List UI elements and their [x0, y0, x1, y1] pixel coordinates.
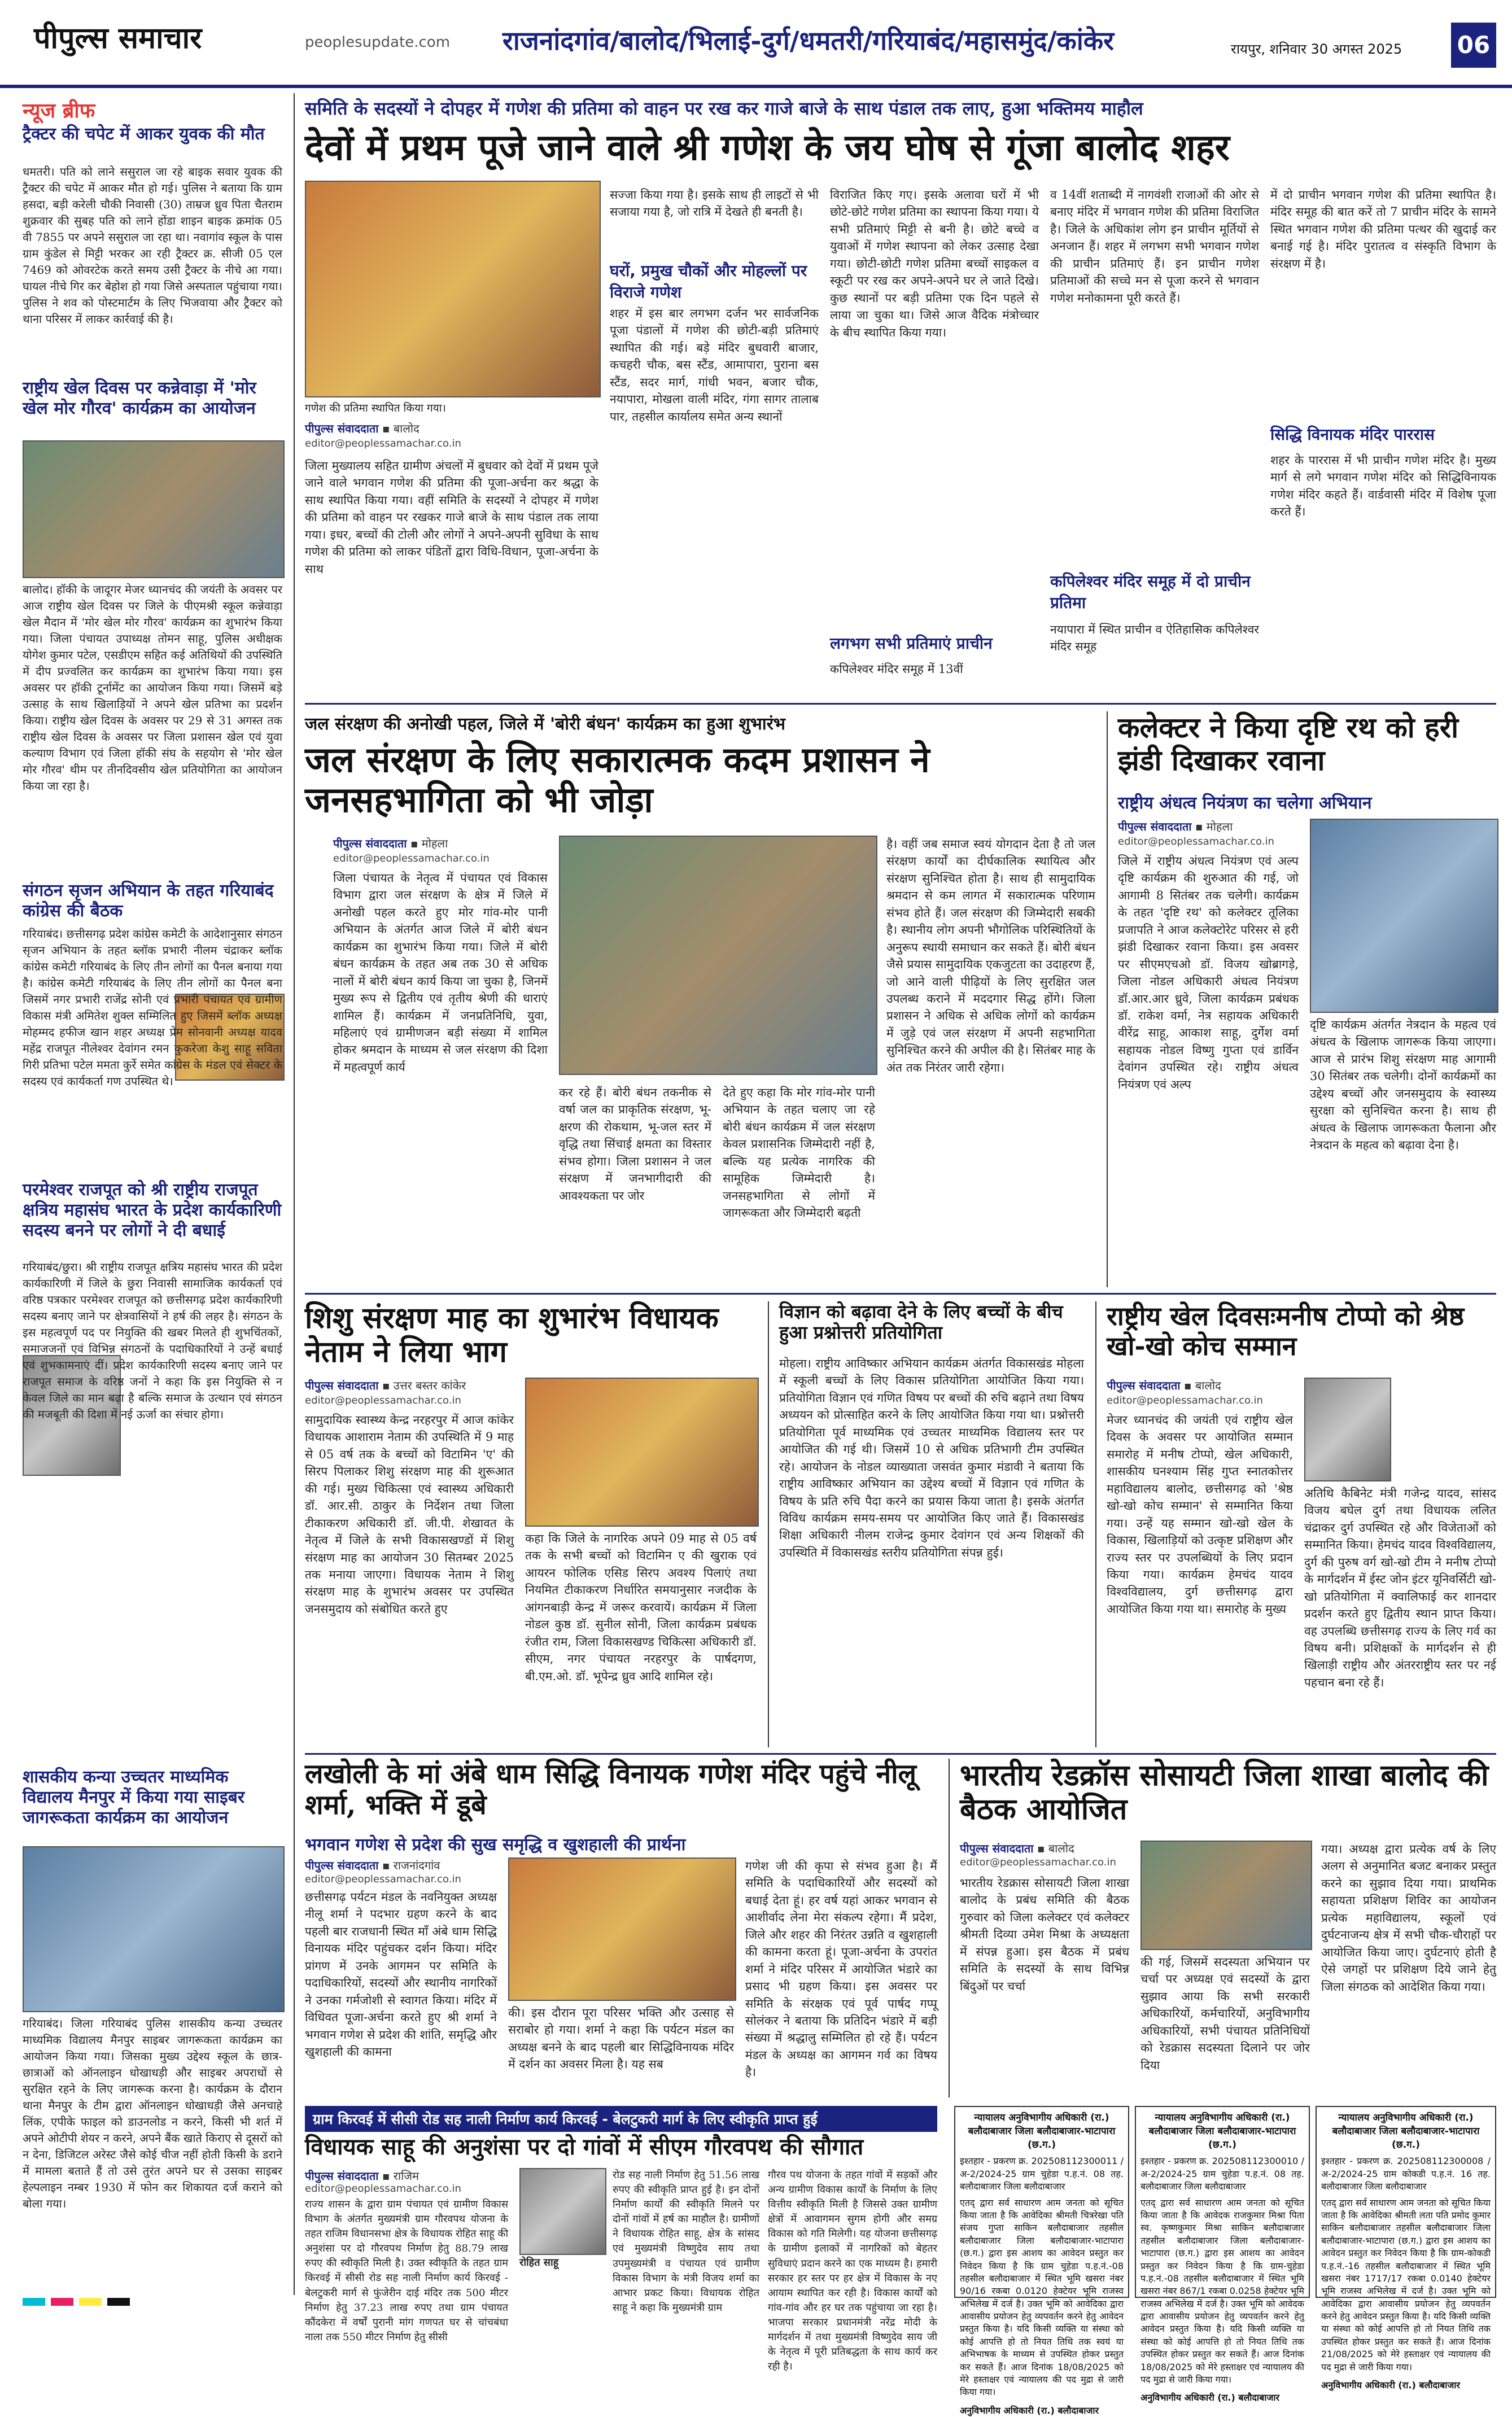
collector-byline: पीपुल्स संवाददाता ▪ मोहला: [1118, 820, 1233, 833]
notice-ref: इश्तहार - प्रकरण क्र. 202508112300010 / अ-2/2024-25 ग्राम चुहेडा प.ह.नं. 08 तह. बलौदाबाजार जिला बलौदाबाजार: [1140, 2156, 1304, 2192]
registration-mark: [51, 2298, 73, 2306]
lead-col-3b: कपिलेश्वर मंदिर समूह में 13वीं: [830, 662, 963, 676]
lakholi-subhead: भगवान गणेश से प्रदेश की सुख समृद्धि व खुशहाली की प्रार्थना: [305, 1835, 686, 1855]
lead-col-2b: शहर में इस बार लगभग दर्जन भर सार्वजनिक पूजा पंडालों में गणेश की छोटी-बड़ी प्रतिमाएं स्थापित की गई। बड़े मंदिर बुधवारी बाजार, कचहरी चौक, बस स्टैंड, आमापारा, पुराना बस स्टैंड, सदर मार्ग, गांधी भवन, बजार चौक, नयापारा, मोखला वाली मंदिर, गंगा सागर तालाब पार, तहसील कार्यालय समेत अन्य स्थानों: [610, 307, 819, 423]
news-brief-title: न्यूज ब्रीफ: [23, 99, 95, 123]
lakholi-headline: लखोली के मां अंबे धाम सिद्धि विनायक गणेश मंदिर पहुंचे नीलू शर्मा, भक्ति में डूबे: [305, 1758, 917, 1821]
notice-title: न्यायालय अनुविभागीय अधिकारी (रा.) बलौदाबाजार जिला बलौदाबाजार-भाटापारा (छ.ग.): [1332, 2112, 1480, 2151]
lead-subhead-3: लगभग सभी प्रतिमाएं प्राचीन: [830, 634, 993, 653]
notice-body: एतद् द्वारा सर्व साधारण आम जनता को सूचित किया जाता है कि आवेदिका श्रीमती चित्ररेखा पति संजय गुप्ता साकिन बलौदाबाजार तहसील बलौदाबाजार जिला बलौदाबाजार-भाटापारा (छ.ग.) द्वारा इस आशय का आवेदन प्रस्तुत कर निवेदन किया है कि ग्राम चुहेडा प.ह.नं.-08 तहसील बलौदाबाजार में स्थित भूमि खसरा नंबर 90/16 रकबा 0.0120 हेक्टेयर भूमि राजस्व अभिलेख में दर्ज है। उक्त भूमि को आवेदिका द्वारा आवासीय प्रयोजन हेतु व्यपवर्तन करने हेतु आवेदन प्रस्तुत किया है। यदि किसी व्यक्ति या संस्था को कोई आपत्ति हो तो नियत तिथि तक स्वयं या अभिभाषक के माध्यम से उपस्थित होकर प्रस्तुत कर सकते हैं। आज दिनांक 18/08/2025 को मेरे हस्ताक्षर एवं न्यायालय की पद मुद्रा से जारी किया गया।: [960, 2197, 1124, 2398]
collector-col-2: दृष्टि कार्यक्रम अंतर्गत नेत्रदान के महत्व एवं अंधत्व के खिलाफ जागरूक किया जाएगा। आज से प्रारंभ शिशु संरक्षण माह आगामी 30 सितंबर तक चलेगी। दोनों कार्यक्रमों का उद्देश्य बच्चों और जनसमुदाय के स्वास्थ्य सुरक्षा को सुनिश्चित करना है। साथ ही अंधत्व के खिलाफ जागरूकता फैलाना और नेत्रदान के महत्व को बढ़ावा देना है।: [1310, 1018, 1496, 1152]
notice-ref: इश्तहार - प्रकरण क्र. 202508112300008 / अ-2/2024-25 ग्राम कोकडी प.ह.नं. 16 तह. बलौदाबाजार जिला बलौदाबाजार: [1321, 2156, 1491, 2192]
legal-notice-1: [954, 2106, 1129, 2416]
sahu-col-1: राज्य शासन के द्वारा ग्राम पंचायत एवं ग्रामीण विकास विभाग के अंतर्गत मुख्यमंत्री ग्राम गौरवपथ योजना के तहत राजिम विधानसभा क्षेत्र के विधायक रोहित साहू की अनुशंसा पर दो गौरवपथ निर्माण हेतु 88.79 लाख रुपए की स्वीकृति मिली है। उक्त स्वीकृति के तहत ग्राम किरवई में सीसी रोड सह नाली निर्माण कार्य किरवई - बेलटुकरी मार्ग से फुंजेरीन दाई मंदिर तक 500 मीटर निर्माण हेतु 37.23 लाख रुपए तथा ग्राम पंचायत कौंदकेरा में वर्षों पुरानी मांग गणपत घर से चांचबंधा नाला तक 550 मीटर निर्माण हेतु सीसी: [305, 2199, 508, 2343]
ganesh-idol-photo: [305, 181, 601, 397]
lead-byline: पीपुल्स संवाददाता ▪ बालोद: [305, 422, 419, 435]
sahu-byline: पीपुल्स संवाददाता ▪ राजिम: [305, 2169, 419, 2183]
notice-sign: अनुविभागीय अधिकारी (रा.) बलौदाबाजार: [1321, 2380, 1461, 2391]
bori-bandhan-photo: [559, 836, 877, 1075]
notice-sign: अनुविभागीय अधिकारी (रा.) बलौदाबाजार: [1140, 2392, 1280, 2403]
column-divider: [294, 93, 295, 2295]
water-headline: जल संरक्षण के लिए सकारात्मक कदम प्रशासन ने जनसहभागिता को भी जोड़ा: [305, 739, 930, 821]
sahu-col-2: रोड सह नाली निर्माण हेतु 51.56 लाख रुपए की स्वीकृति प्राप्त हुई है। इन दोनों निर्माण कार्यों की स्वीकृति मिलने पर दोनों गांवों में हर्ष का माहौल है। ग्रामीणों ने विधायक रोहित साहू, क्षेत्र के सांसद एवं मुख्यमंत्री विष्णुदेव साय तथा उपमुख्यमंत्री व पंचायत एवं ग्रामीण विकास विभाग के मंत्री विजय शर्मा का आभार प्रकट किया। विधायक रोहित साहू ने कहा कि मुख्यमंत्री ग्राम: [613, 2169, 759, 2314]
notice-sign: अनुविभागीय अधिकारी (रा.) बलौदाबाजार: [960, 2405, 1099, 2416]
shishu-byline: पीपुल्स संवाददाता ▪ उत्तर बस्तर कांकेर: [305, 1379, 466, 1392]
collector-col-1: जिले में राष्ट्रीय अंधत्व नियंत्रण एवं अल्प दृष्टि कार्यक्रम की शुरुआत की गई, जो आगामी 8 सितंबर तक चलेगी। कार्यक्रम के तहत 'दृष्टि रथ' को कलेक्टर तूलिका प्रजापति ने आज कलेक्टोरेट परिसर से हरी झंडी दिखाकर रवाना किया। इस अवसर पर सीएमएचओ डॉ. विजय खोब्रागड़े, जिला नोडल अधिकारी अंधत्व नियंत्रण डॉ.आर.आर ध्रुवे, जिला कार्यक्रम प्रबंधक डॉ. राकेश वर्मा, नेत्र सहायक अधिकारी वीरेंद्र साहू, आकाश साहू, दुर्गेश वर्मा सहायक नोडल विष्णु गुप्ता एवं डार्विन देवांगन उपस्थित रहे। राष्ट्रीय अंधत्व नियंत्रण एवं अल्प: [1118, 854, 1299, 1091]
sahu-email: editor@peoplessamachar.co.in: [305, 2183, 461, 2195]
redcross-meeting-photo: [1140, 1841, 1312, 1950]
shishu-col-1: सामुदायिक स्वास्थ्य केन्द्र नरहरपुर में आज कांकेर विधायक आशाराम नेताम की उपस्थिति में 9 माह से 05 वर्ष तक के बच्चों को विटामिन 'ए' की सिरप पिलाकर शिशु संरक्षण माह की शुरूआत की गई। मुख्य चिकित्सा एवं स्वास्थ्य अधिकारी डॉ. आर.सी. ठाकुर के निर्देशन तथा जिला टीकाकरण अधिकारी डॉ. जी.पी. शेखावत के नेतृत्व में जिले के सभी विकासखण्डों में शिशु संरक्षण माह का आयोजन 30 सितम्बर 2025 तक मनाया जाएगा। विधायक नेताम ने शिशु संरक्षण माह के शुभारंभ अवसर पर उपस्थित जनसमुदाय को संबोधित करते हुए: [305, 1413, 514, 1616]
water-col-1: जिला पंचायत के नेतृत्व में पंचायत एवं विकास विभाग द्वारा जल संरक्षण के क्षेत्र में जिले में अनोखी पहल करते हुए मोर गांव-मोर पानी अभियान के अंतर्गत आज जिले में बोरी बंधन कार्यक्रम का शुभारंभ किया गया। जिले में बोरी बंधन कार्यक्रम के तहत अब तक 30 से अधिक नालों में बोरी बंधन कार्य किया जा चुका है, जिनमें मुख्य रूप से द्वितीय एवं तृतीय श्रेणी की धाराएं शामिल हैं। कार्यक्रम में जनप्रतिनिधि, युवा, महिलाएं एवं ग्रामीणजन बड़ी संख्या में शामिल होकर श्रमदान के माध्यम से जल संरक्षण की दिशा में महत्वपूर्ण कार्य: [333, 871, 548, 1074]
dateline: रायपुर, शनिवार 30 अगस्त 2025: [1231, 41, 1402, 57]
notice-body: एतद् द्वारा सर्व साधारण आम जनता को सूचित किया जाता है कि आवेदक राजकुमार मिश्रा पिता स्व. कृष्णकुमार मिश्रा साकिन बलौदाबाजार तहसील बलौदाबाजार जिला बलौदाबाजार-भाटापारा (छ.ग.) द्वारा इस आशय का आवेदन प्रस्तुत कर निवेदन किया है कि ग्राम-चुहेडा प.ह.नं.-08 तहसील बलौदाबाजार में स्थित भूमि खसरा नंबर 867/1 रकबा 0.0258 हेक्टेयर भूमि राजस्व अभिलेख में दर्ज है। उक्त भूमि को आवेदक द्वारा आवासीय प्रयोजन हेतु व्यपवर्तन करने हेतु आवेदन प्रस्तुत किया है। यदि किसी व्यक्ति या संस्था को कोई आपत्ति हो तो नियत तिथि तक उपस्थित होकर प्रस्तुत कर सकते हैं। आज दिनांक 18/08/2025 को मेरे हस्ताक्षर एवं न्यायालय की पद मुद्रा से जारी किया गया।: [1140, 2197, 1304, 2385]
lead-subhead-4: कपिलेश्वर मंदिर समूह में दो प्राचीन प्रतिमा: [1050, 572, 1251, 612]
lead-headline: देवों में प्रथम पूजे जाने वाले श्री गणेश के जय घोष से गूंजा बालोद शहर: [305, 126, 1230, 169]
shishu-event-photo: [525, 1378, 759, 1527]
lead-col-5: में दो प्राचीन भगवान गणेश की प्रतिमा स्थापित है। मंदिर समूह की बात करें तो 7 प्राचीन मंदिर के सामने स्थित भगवान गणेश की प्रतिमा पत्थर की खुदाई कर बनाई गई है। मंदिर पुरातत्व व संस्कृति विभाग के संरक्षण में है।: [1270, 188, 1496, 270]
registration-mark: [23, 2298, 45, 2306]
roadworks-banner: ग्राम किरवई में सीसी रोड सह नाली निर्माण कार्य किरवई - बेलटुकरी मार्ग के लिए स्वीकृति प्राप्त हुई: [305, 2106, 937, 2132]
website-link[interactable]: peoplesupdate.com: [305, 34, 451, 51]
brief-body-4: गरियाबंद/छुरा। श्री राष्ट्रीय राजपूत क्षत्रिय महासंघ भारत की प्रदेश कार्यकारिणी में जिले के छुरा निवासी सामाजिक कार्यकर्ता एवं वरिष्ठ पत्रकार परमेश्वर राजपूत को छत्तीसगढ़ प्रदेश कार्यकारिणी सदस्य बनाए जाने पर क्षेत्रवासियों ने हर्ष की लहर है। संगठन के इस महत्वपूर्ण पद पर नियुक्ति की खबर मिलते ही शुभचिंतकों, समाजजनों एवं विभिन्न संगठनों के पदाधिकारियों ने उन्हें बधाई एवं शुभकामनाएं दीं। प्रदेश कार्यकारिणी सदस्य बनाए जाने पर राजपूत समाज के वरिष्ठ जनों ने कहा कि इस नियुक्ति से न केवल जिले का मान बढ़ा है बल्कि समाज के उत्थान एवं संगठन की मजबूती की दिशा में नई ऊर्जा का संचार होगा।: [23, 1260, 282, 1421]
redcross-col-3: गया। अध्यक्ष द्वारा प्रत्येक वर्ष के लिए अलग से अनुमानित बजट बनाकर प्रस्तुत करने का सुझाव दिया गया। प्राथमिक सहायता प्रशिक्षण शिविर का आयोजन प्रत्येक महाविद्यालय, स्कूलों एवं दुर्घटनाजन्य क्षेत्र में सभी चौक-चौराहों पर आयोजित किया जाए। दुर्घटनाएं होती है ऐसे जगहों पर प्रशिक्षण दिये जाने हेतु जिला संगठक को आदेशित किया गया।: [1321, 1842, 1496, 1994]
notice-title: न्यायालय अनुविभागीय अधिकारी (रा.) बलौदाबाजार जिला बलौदाबाजार-भाटापारा (छ.ग.): [1148, 2112, 1296, 2151]
water-email: editor@peoplessamachar.co.in: [333, 853, 490, 864]
cyber-awareness-photo: [23, 1846, 285, 2012]
collector-subhead: राष्ट्रीय अंधत्व नियंत्रण का चलेगा अभियान: [1118, 793, 1372, 813]
redcross-col-1: भारतीय रेडक्रास सोसायटी जिला शाखा बालोद के प्रबंध समिति की बैठक गुरुवार को जिला कलेक्टर एवं कलेक्टर श्रीमती दिव्या उमेश मिश्रा के अध्यक्षता में संपन्न हुआ। इस बैठक में प्रबंध समिति के सदस्यों के साथ विभिन्न बिंदुओं पर चर्चा: [960, 1876, 1129, 1993]
brief-headline-3: संगठन सृजन अभियान के तहत गरियाबंद कांग्रेस की बैठक: [23, 881, 274, 921]
collector-email: editor@peoplessamachar.co.in: [1118, 836, 1274, 847]
collector-headline: कलेक्टर ने किया दृष्टि रथ को हरी झंडी दिखाकर रवाना: [1118, 711, 1459, 777]
rohit-sahu-photo: [519, 2168, 606, 2255]
section-rule: [305, 703, 1496, 705]
lakholi-col-1: छत्तीसगढ़ पर्यटन मंडल के नवनियुक्त अध्यक्ष नीलू शर्मा ने पदभार ग्रहण करने के बाद पहली बार राजधानी स्थित माँ अंबे धाम सिद्धि विनायक मंदिर पहुंचकर दर्शन किया। मंदिर प्रांगण में उनके आगमन पर समिति के पदाधिकारियों, सदस्यों और स्थानीय नागरिकों ने उनका गर्मजोशी से स्वागत किया। मंदिर में विधिवत पूजा-अर्चना करते हुए श्री शर्मा ने भगवान गणेश से प्रदेश की शांति, समृद्धि और खुशहाली की कामना: [305, 1890, 497, 2058]
lead-col-2: सज्जा किया गया है। इसके साथ ही लाइटों से भी सजाया गया है, जो रात्रि में देखते ही बनती है।: [610, 188, 819, 219]
drishti-rath-photo: [1310, 819, 1498, 1013]
lead-col-4: व 14वीं शताब्दी में नागवंशी राजाओं की ओर से बनाए मंदिर में भगवान गणेश की प्रतिमा विराजित है। जिले के अधिकांश लोग इन प्राचीन मूर्तियों से अनजान हैं। शहर में लगभग सभी भगवान गणेश की प्राचीन प्रतिमाएं हैं। इन प्राचीन गणेश प्रतिमाओं की सच्चे मन से पूजा करने से भगवान गणेश मनोकामना पूरी करते हैं।: [1050, 188, 1259, 305]
khel-email: editor@peoplessamachar.co.in: [1107, 1395, 1263, 1406]
page-number: 06: [1451, 23, 1496, 68]
lead-col-4b: नयापारा में स्थित प्राचीन व ऐतिहासिक कपिलेश्वर मंदिर समूह: [1050, 623, 1259, 654]
vigyan-headline: विज्ञान को बढ़ावा देने के लिए बच्चों के बीच हुआ प्रश्नोत्तरी प्रतियोगिता: [779, 1301, 1063, 1343]
lead-col-5b: शहर के पाररास में भी प्राचीन गणेश मंदिर है। मुख्य मार्ग से लगे भगवान गणेश मंदिर को सिद्धिविनायक गणेश मंदिर कहते हैं। वार्डवासी मंदिर में विशेष पूजा करते हैं।: [1270, 453, 1496, 519]
khel-col-1: मेजर ध्यानचंद की जयंती एवं राष्ट्रीय खेल दिवस के अवसर पर आयोजित सम्मान समारोह में मनीष टोप्पो, खेल अधिकारी, शासकीय घनश्याम सिंह गुप्त स्नातकोत्तर महाविद्यालय बालोद, छत्तीसगढ़ को 'श्रेष्ठ खो-खो कोच सम्मान' से सम्मानित किया गया। उन्हें यह सम्मान खो-खो खेल के विकास, खिलाड़ियों को उत्कृष्ट प्रशिक्षण और राज्य स्तर पर उपलब्धियों के लिए प्रदान किया गया। कार्यक्रम हेमचंद यादव विश्वविद्यालय, दुर्ग छत्तीसगढ़ द्वारा आयोजित किया गया था। समारोह के मुख्य: [1107, 1413, 1293, 1616]
sahu-headline: विधायक साहू की अनुशंसा पर दो गांवों में सीएम गौरवपथ की सौगात: [305, 2134, 864, 2160]
notice-ref: इश्तहार - प्रकरण क्र. 202508112300011 / अ-2/2024-25 ग्राम चुहेडा प.ह.नं. 08 तह. बलौदाबाजार जिला बलौदाबाजार: [960, 2156, 1124, 2192]
brief-body-5: गरियाबंद। जिला गरियाबंद पुलिस शासकीय कन्या उच्चतर माध्यमिक विद्यालय मैनपुर साइबर जागरूकता कार्यक्रम का आयोजन किया गया। जिसका मुख्य उद्देश्य स्कूल के छात्र-छात्राओं को ऑनलाइन धोखाधड़ी और साइबर अपराधों से सुरक्षित रहने के लिए जागरूक करना है। कार्यक्रम के दौरान थाना मैनपुर के टीम द्वारा ऑनलाइन धोखाधड़ी जैसे अनचाहे लिंक, एपीके फाइल को डाउनलोड न करने, किसी भी शर्त में अपने ओटीपी शेयर न करने, अपने बैंक खाते किराए से दूसरों को न देना, डिजिटल अरेस्ट जैसे कोई चीज नहीं होती किसी के डराने में मामला बताते हैं तो उसे तुरंत अपने घर से उसका साइबर हेल्पलाइन नम्बर 1930 में फोन कर शिकायत दर्ज कराने को बोला गया।: [23, 2017, 282, 2210]
lakholi-email: editor@peoplessamachar.co.in: [305, 1873, 461, 1885]
lakholi-temple-photo: [508, 1857, 736, 2001]
lead-kicker: समिति के सदस्यों ने दोपहर में गणेश की प्रतिमा को वाहन पर रख कर गाजे बाजे के साथ पंडाल तक लाए, हुआ भक्तिमय माहौल: [305, 98, 1143, 119]
lead-col-1: जिला मुख्यालय सहित ग्रामीण अंचलों में बुधवार को देवों में प्रथम पूजे जाने वाले भगवान गणेश की प्रतिमा की पूजा-अर्चना कर श्रद्धा के साथ स्थापित किया गया। वहीं समिति के सदस्यों ने दोपहर में गणेश की प्रतिमा को वाहन पर रखकर गाजे बाजे के साथ पंडाल तक लाया गया। इधर, बच्चों की टोली और लोगों ने अपने-अपनी सुविधा के साथ गणेश की प्रतिमा को लाकर पंडितों द्वारा विधि-विधान, पूजा-अर्चना के साथ: [305, 459, 598, 576]
section-rule: [305, 1753, 1496, 1755]
redcross-byline: पीपुल्स संवाददाता ▪ बालोद: [960, 1842, 1074, 1855]
legal-notice-2: [1135, 2106, 1310, 2403]
water-byline: पीपुल्स संवाददाता ▪ मोहला: [333, 837, 448, 850]
water-col-2: कर रहे हैं। बोरी बंधन तकनीक से वर्षा जल का प्राकृतिक संरक्षण, भू-क्षरण की रोकथाम, भू-जल स्तर में वृद्धि तथा सिंचाई क्षमता का विस्तार संभव होगा। जिला प्रशासन ने जल संरक्षण में जनभागीदारी की आवश्यकता पर जोर: [559, 1086, 711, 1203]
newspaper-logo: पीपुल्स समाचार: [34, 21, 202, 55]
edition-cities: राजनांदगांव/बालोद/भिलाई-दुर्ग/धमतरी/गरियाबंद/महासमुंद/कांकेर: [502, 25, 1114, 56]
brief-headline-1: ट्रैक्टर की चपेट में आकर युवक की मौत: [23, 124, 265, 144]
redcross-headline: भारतीय रेडक्रॉस सोसायटी जिला शाखा बालोद की बैठक आयोजित: [960, 1758, 1489, 1826]
water-col-3: देते हुए कहा कि मोर गांव-मोर पानी अभियान के तहत चलाए जा रहे बोरी बंधन कार्यक्रम में जल संरक्षण केवल प्रशासनिक जिम्मेदारी नहीं है, बल्कि यह प्रत्येक नागरिक की सामूहिक जिम्मेदारी है। जनसहभागिता से लोगों में जागरूकता और जिम्मेदारी बढ़ती: [723, 1086, 875, 1220]
khel-byline: पीपुल्स संवाददाता ▪ बालोद: [1107, 1379, 1221, 1392]
brief-body-2: बालोद। हॉकी के जादूगर मेजर ध्यानचंद की जयंती के अवसर पर आज राष्ट्रीय खेल दिवस पर जिले के पीएमश्री स्कूल कन्नेवाड़ा खेल मैदान में 'मोर खेल मोर गौरव' कार्यक्रम का शुभारंभ किया गया। जिला पंचायत उपाध्यक्ष तोमन साहू, पुलिस अधीक्षक योगेश कुमार पटेल, एसडीएम सहित कई अतिथियों की उपस्थिति में दीप प्रज्वलित कर कार्यक्रम का शुभारंभ किया गया। इस अवसर पर हॉकी टूर्नामेंट का आयोजन किया गया। जिसमें बड़े उत्साह के साथ खिलाड़ियों ने अपने खेल प्रतिभा का प्रदर्शन किया। राष्ट्रीय खेल दिवस के अवसर पर 29 से 31 अगस्त तक राष्ट्रीय खेल दिवस के अवसर पर जिला प्रशासन खेल एवं युवा कल्याण विभाग एवं जिला हॉकी संघ के सहयोग से 'मोर खेल मोर गौरव' थीम पर तीनदिवसीय खेल प्रतियोगिता का आयोजन किया जा रहा है।: [23, 583, 282, 793]
lead-subhead-5: सिद्धि विनायक मंदिर पाररास: [1270, 425, 1435, 444]
lead-email: editor@peoplessamachar.co.in: [305, 438, 461, 449]
column-divider: [949, 1759, 950, 2097]
lead-photo-caption: गणेश की प्रतिमा स्थापित किया गया।: [305, 402, 446, 414]
redcross-email: editor@peoplessamachar.co.in: [960, 1856, 1116, 1868]
notice-body: एतद् द्वारा सर्व साधारण आम जनता को सूचित किया जाता है कि आवेदिका श्रीमती लता पति प्रमोद कुमार साकिन बलौदाबाजार तहसील बलौदाबाजार जिला बलौदाबाजार-भाटापारा (छ.ग.) द्वारा इस आशय का आवेदन प्रस्तुत कर निवेदन किया है कि ग्राम-कोकडी प.ह.नं.-16 तहसील बलौदाबाजार में स्थित भूमि खसरा नंबर 1717/17 रकबा 0.0140 हेक्टेयर भूमि राजस्व अभिलेख में दर्ज है। उक्त भूमि को आवेदिका द्वारा आवासीय प्रयोजन हेतु व्यपवर्तन करने हेतु आवेदन प्रस्तुत किया है। यदि किसी व्यक्ति या संस्था को कोई आपत्ति हो तो नियत तिथि तक उपस्थित होकर प्रस्तुत कर सकते हैं। आज दिनांक 21/08/2025 को मेरे हस्ताक्षर एवं न्यायालय की पद मुद्रा से जारी किया गया।: [1321, 2197, 1491, 2372]
khel-col-2: अतिथि कैबिनेट मंत्री गजेन्द्र यादव, सांसद विजय बघेल दुर्ग तथा विधायक ललित चंद्राकर दुर्ग उपस्थित रहे और विजेताओं को सम्मानित किया। हेमचंद यादव विश्वविद्यालय, दुर्ग की पुरुष वर्ग खो-खो टीम ने मनीष टोप्पो के मार्गदर्शन में ईस्ट जोन इंटर यूनिवर्सिटी खो-खो प्रतियोगिता में क्वालिफाई कर शानदार प्रदर्शन करते हुए द्वितीय स्थान प्राप्त किया। वह उपलब्धि छत्तीसगढ़ राज्य के लिए गर्व का विषय बनी। प्रशिक्षकों के मार्गदर्शन से ही खिलाड़ी राष्ट्रीय और अंतरराष्ट्रीय स्तर पर नई पहचान बना रहे हैं।: [1304, 1487, 1496, 1689]
shishu-headline: शिशु संरक्षण माह का शुभारंभ विधायक नेताम ने लिया भाग: [305, 1301, 719, 1369]
lead-col-3: विराजित किए गए। इसके अलावा घरों में भी छोटे-छोटे गणेश प्रतिमा का स्थापना किया गया। ये सभी प्रतिमाएं मिट्टी से बनी है। छोटे बच्चे व युवाओं में गणेश स्थापना को लेकर उत्साह देखा गया। छोटी-छोटी गणेश प्रतिमा बच्चों साइकल व स्कूटी पर रख कर अपने-अपने घर ले जाते दिखे। कुछ स्थानों पर बड़ी प्रतिमा एक दिन पहले से लाया जा चुका था। जिसे आज वैदिक मंत्रोच्चार के बीच स्थापित किया गया।: [830, 188, 1039, 339]
registration-mark: [107, 2298, 130, 2306]
lakholi-col-3: गणेश जी की कृपा से संभव हुआ है। मैं समिति के पदाधिकारियों और सदस्यों को बधाई देता हूं। हर वर्ष यहां आकर भगवान से आशीर्वाद लेना मेरा संकल्प रहेगा। मैं प्रदेश, जिले और शहर की निरंतर उन्नति व खुशहाली की कामना करता हूं। पूजा-अर्चना के उपरांत शर्मा ने मंदिर परिसर में आयोजित भंडारे का प्रसाद भी ग्रहण किया। इस अवसर पर समिति के संरक्षक एवं पूर्व पार्षद गप्पू सोलंकर ने बताया कि प्रतिदिन भंडारे में बड़ी संख्या में श्रद्धालु सम्मिलित हो रहे हैं। पर्यटन मंडल के अध्यक्ष का आगमन गर्व का विषय है।: [745, 1859, 937, 2079]
lead-subhead-2: घरों, प्रमुख चौकों और मोहल्लों पर विराजे गणेश: [610, 261, 807, 301]
khel-headline: राष्ट्रीय खेल दिवसःमनीष टोप्पो को श्रेष्ठ खो-खो कोच सम्मान: [1107, 1301, 1465, 1361]
lakholi-byline: पीपुल्स संवाददाता ▪ राजनांदगांव: [305, 1859, 440, 1872]
legal-notice-3: [1316, 2106, 1496, 2391]
notice-title: न्यायालय अनुविभागीय अधिकारी (रा.) बलौदाबाजार जिला बलौदाबाजार-भाटापारा (छ.ग.): [968, 2112, 1116, 2151]
shishu-col-2: कहा कि जिले के नागरिक अपने 09 माह से 05 वर्ष तक के सभी बच्चों को विटामिन ए की खुराक एवं आयरन फोलिक एसिड सिरप अवश्य पिलाएं तथा नियमित टीकाकरण निर्धारित समयानुसार नजदीक के आंगनबाड़ी केन्द्र में जरूर करवायें। कार्यक्रम में जिला नोडल कुष्ठ डॉ. सुनील सोनी, जिला कार्यक्रम प्रबंधक रंजीत राम, जिला विकासखण्ड चिकित्सा अधिकारी डॉ. सीएम, नगर पंचायत नरहरपुर के पार्षदगण, बी.एम.ओ. डॉ. भूपेन्द्र ध्रुव आदि शामिल रहे।: [525, 1532, 757, 1683]
column-divider: [1095, 1301, 1096, 1747]
registration-mark: [79, 2298, 102, 2306]
water-col-4: है। वहीं जब समाज स्वयं योगदान देता है तो जल संरक्षण कार्यों का दीर्घकालिक स्थायित्व और संरक्षण सुनिश्चित होता है। साथ ही सामुदायिक श्रमदान से कम लागत में सकारात्मक परिणाम संभव होते हैं। जल संरक्षण की जिम्मेदारी सबकी है। स्थानीय लोग अपनी भौगोलिक परिस्थितियों के अनुरूप स्थायी समाधान कर सकते हैं। बोरी बंधन जैसे प्रयास सामुदायिक एकजुटता का उदाहरण हैं, जो आने वाली पीढ़ियों के लिए सुरक्षित जल उपलब्ध कराने में मददगार सिद्ध होंगे। जिला प्रशासन ने अधिक से अधिक लोगों को कार्यक्रम में जुड़े एवं जल संरक्षण में अपनी सहभागिता सुनिश्चित करने की अपील की है। सितंबर माह के अंत तक निरंतर जारी रहेगा।: [886, 837, 1095, 1074]
lakholi-col-2: की। इस दौरान पूरा परिसर भक्ति और उत्साह से सराबोर हो गया। शर्मा ने कहा कि पर्यटन मंडल का अध्यक्ष बनने के बाद पहली बार सिद्धिविनायक मंदिर में दर्शन का अवसर मिला है। यह सब: [508, 2006, 734, 2071]
brief-body-3: गरियाबंद। छत्तीसगढ़ प्रदेश कांग्रेस कमेटी के आदेशानुसार संगठन सृजन अभियान के तहत ब्लॉक प्रभारी नीलम चंद्राकर ब्लॉक कांग्रेस कमेटी गरियाबंद के लिए तीन लोगों का पैनल बनाया गया है। कांग्रेस कमेटी गरियाबंद के लिए तीन लोगों का पैनल बना जिसमें नगर प्रभारी राजेंद्र सोनी एवं प्रभारी पंचायत एवं ग्रामीण विकास मंत्री अमितेश शुक्ल सम्मिलित हुए जिसमें ब्लॉक अध्यक्ष मोहम्मद हफीज खान शहर अध्यक्ष प्रेम सोनवानी अध्यक्ष यादव महेंद्र राजपूत नीलेश्वर देवांगन रमन कुकरेजा केशु साहू सविता गिरी प्रतिभा पटेल ममता कुर्रे समेत कांग्रेस के मंडल एवं सेक्टर के सदस्य एवं कार्यकर्ता गण उपस्थित थे।: [23, 927, 282, 1088]
column-divider: [1107, 711, 1108, 1287]
brief-headline-2: राष्ट्रीय खेल दिवस पर कन्नेवाड़ा में 'मोर खेल मोर गौरव' कार्यक्रम का आयोजन: [23, 378, 256, 418]
redcross-col-2: की गई, जिसमें सदस्यता अभियान पर चर्चा पर अध्यक्ष एवं सदस्यों के द्वारा सुझाव आया कि सभी सरकारी अधिकारियों, कर्मचारियों, अनुविभागीय अधिकारियों, सभी पंचायत प्रतिनिधियों को रेडक्रास सदस्यता दिलाने पर जोर दिया: [1140, 1955, 1310, 2072]
hockey-team-photo: [23, 440, 285, 578]
brief-headline-5: शासकीय कन्या उच्चतर माध्यमिक विद्यालय मैनपुर में किया गया साइबर जागरूकता कार्यक्रम का आयोजन: [23, 1767, 245, 1828]
shishu-email: editor@peoplessamachar.co.in: [305, 1395, 461, 1406]
column-divider: [768, 1301, 769, 1747]
masthead: [0, 0, 1512, 88]
brief-body-1: धमतरी। पति को लाने ससुराल जा रहे बाइक सवार युवक की ट्रैक्टर की चपेट में आकर मौत हो गई। पुलिस ने बताया कि ग्राम हसदा, बड़ी करेली चौकी निवासी (30) ताम्रज ध्रुव पिता चैतराम शुक्रवार की सुबह पति को लाने होंडा शाइन बाइक क्रमांक 05 वी 7855 पर अपने ससुराल जा रहा था। नवागांव स्कूल के पास ग्राम कुंडेल से मिट्टी भरकर आ रही ट्रैक्टर क्र. सीजी 05 एल 7469 को ओवरटेक करते समय उसी ट्रैक्टर के नीचे आ गया। घायल नीचे गिर कर बेहोश हो गया जिसे अस्पताल पहुंचाया गया। पुलिस ने शव को पोस्टमार्टम के लिए भिजवाया और ट्रैक्टर को थाना परिसर में लाकर कार्रवाई की है।: [23, 165, 282, 326]
manish-toppo-photo: [1304, 1378, 1391, 1481]
rohit-sahu-caption: रोहित साहू: [519, 2257, 559, 2269]
water-kicker: जल संरक्षण की अनोखी पहल, जिले में 'बोरी बंधन' कार्यक्रम का हुआ शुभारंभ: [305, 714, 785, 734]
sahu-col-3: गौरव पथ योजना के तहत गांवों में सड़कों और अन्य ग्रामीण विकास कार्यों के निर्माण के लिए वित्तीय स्वीकृति मिली है जिससे उक्त ग्रामीण क्षेत्रों में आवागमन सुगम होगी और समग्र विकास को गति मिलेगी। यह योजना छत्तीसगढ़ के ग्रामीण इलाकों में नागरिकों को बेहतर सुविधाएं प्रदान करने का एक माध्यम है। हमारी सरकार हर स्तर पर हर क्षेत्र में विकास के नए आयाम स्थापित कर रही है। विकास कार्यों को गांव-गांव और हर घर तक पहुंचाया जा रहा है। भाजपा सरकार प्रधानमंत्री नरेंद्र मोदी के मार्गदर्शन में तथा मुख्यमंत्री विष्णुदेव साय जी के नेतृत्व में पूरी प्रतिबद्धता के साथ कार्य कर रही है।: [768, 2169, 937, 2373]
vigyan-col-1: मोहला। राष्ट्रीय आविष्कार अभियान कार्यक्रम अंतर्गत विकासखंड मोहला में स्कूली बच्चों के लिए विकास प्रतियोगिता आयोजित किया गया। प्रतियोगिता विज्ञान एवं गणित विषय पर बच्चों की रुचि बढ़ाने तथा विषय अध्ययन को प्रोत्साहित करने के लिए आयोजित किया गया था। प्रश्नोत्तरी प्रतियोगिता पूर्व माध्यमिक एवं उच्चतर माध्यमिक विद्यालय स्तर पर आयोजित की गई थी। जिसमें 10 से अधिक प्रतिभागी टीम उपस्थित रहे। आयोजन के नोडल व्याख्याता जसवंत कुमार मंडावी ने बताया कि राष्ट्रीय आविष्कार अभियान का उद्देश्य बच्चों में विज्ञान एवं गणित के विषय के प्रति रुचि पैदा करने का प्रयास किया जाता है। इसके अंतर्गत विविध कार्यक्रम समय-समय पर आयोजित किए जाते हैं। विकासखंड शिक्षा अधिकारी नीलम राजेन्द्र कुमार देवांगन एवं अन्य शिक्षकों की उपस्थिति में विकासखंड स्तरीय प्रतियोगिता संपन्न हुई।: [779, 1357, 1084, 1559]
section-rule: [305, 1293, 1496, 1295]
brief-headline-4: परमेश्वर राजपूत को श्री राष्ट्रीय राजपूत क्षत्रिय महासंघ भारत के प्रदेश कार्यकारिणी सदस्य बनने पर लोगों ने दी बधाई: [23, 1180, 282, 1240]
